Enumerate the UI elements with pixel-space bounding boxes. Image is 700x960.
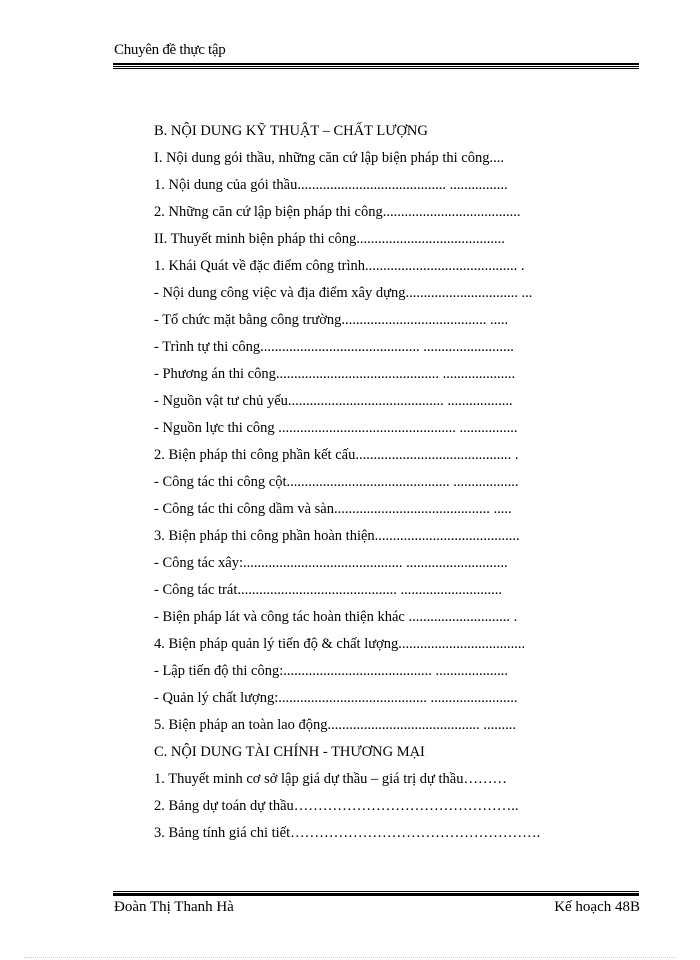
- toc-item: - Công tác trát............................................ ............................: [154, 582, 502, 598]
- toc-item: - Phương án thi công............................................. ....................: [154, 366, 516, 382]
- toc-item: 3. Biện pháp thi công phần hoàn thiện........................................: [154, 528, 520, 544]
- toc-item: - Tổ chức mặt bằng công trường........................................ .....: [154, 312, 509, 328]
- toc-item: 1. Khái Quát về đặc điểm công trình.......................................... .: [154, 258, 525, 274]
- toc-item: 1. Nội dung của gói thầu......................................... ................: [154, 177, 508, 193]
- footer-rule: [113, 890, 639, 896]
- toc-item: - Lập tiến độ thi công:......................................... ....................: [154, 663, 509, 679]
- page-bottom-divider: [24, 957, 676, 958]
- toc-item: - Công tác thi công dầm và sàn........................................... .....: [154, 501, 512, 517]
- toc-item: - Quản lý chất lượng:......................................... ........................: [154, 690, 518, 706]
- toc-item: 2. Những căn cứ lập biện pháp thi công......................................: [154, 204, 521, 220]
- toc-item: - Nguồn lực thi công ................................................. ................: [154, 420, 518, 436]
- toc-item: 4. Biện pháp quản lý tiến độ & chất lượng...................................: [154, 636, 526, 652]
- toc-item: - Nguồn vật tư chủ yếu........................................... ..................: [154, 393, 513, 409]
- footer-author: Đoàn Thị Thanh Hà: [114, 899, 234, 915]
- toc-item: 5. Biện pháp an toàn lao động.......................................... .........: [154, 717, 517, 733]
- toc-section-heading: B. NỘI DUNG KỸ THUẬT – CHẤT LƯỢNG: [154, 123, 428, 139]
- toc-item: II. Thuyết minh biện pháp thi công.........................................: [154, 231, 505, 247]
- toc-item: - Công tác xây:............................................ ............................: [154, 555, 508, 571]
- header-rule: [113, 63, 639, 69]
- toc-item: - Nội dung công việc và địa điểm xây dựng............................... ...: [154, 285, 533, 301]
- toc-item: I. Nội dung gói thầu, những căn cứ lập biện pháp thi công....: [154, 150, 504, 166]
- toc-section-heading: C. NỘI DUNG TÀI CHÍNH - THƯƠNG MẠI: [154, 744, 425, 760]
- page-header-title: Chuyên đề thực tập: [114, 42, 226, 58]
- toc-item: - Trình tự thi công............................................ .........................: [154, 339, 514, 355]
- footer-class: Kế hoạch 48B: [554, 899, 640, 915]
- table-of-contents: [154, 118, 554, 847]
- toc-item: 3. Bảng tính giá chi tiết…………………………………………….: [154, 825, 541, 841]
- toc-item: 2. Biện pháp thi công phần kết cấu........................................... .: [154, 447, 519, 463]
- toc-item: 1. Thuyết minh cơ sở lập giá dự thầu – giá trị dự thầu………: [154, 771, 507, 787]
- toc-item: 2. Bảng dự toán dự thầu………………………………………..: [154, 798, 519, 814]
- toc-item: - Công tác thi công cột............................................. ..................: [154, 474, 519, 490]
- toc-item: - Biện pháp lát và công tác hoàn thiện khác ............................ .: [154, 609, 518, 625]
